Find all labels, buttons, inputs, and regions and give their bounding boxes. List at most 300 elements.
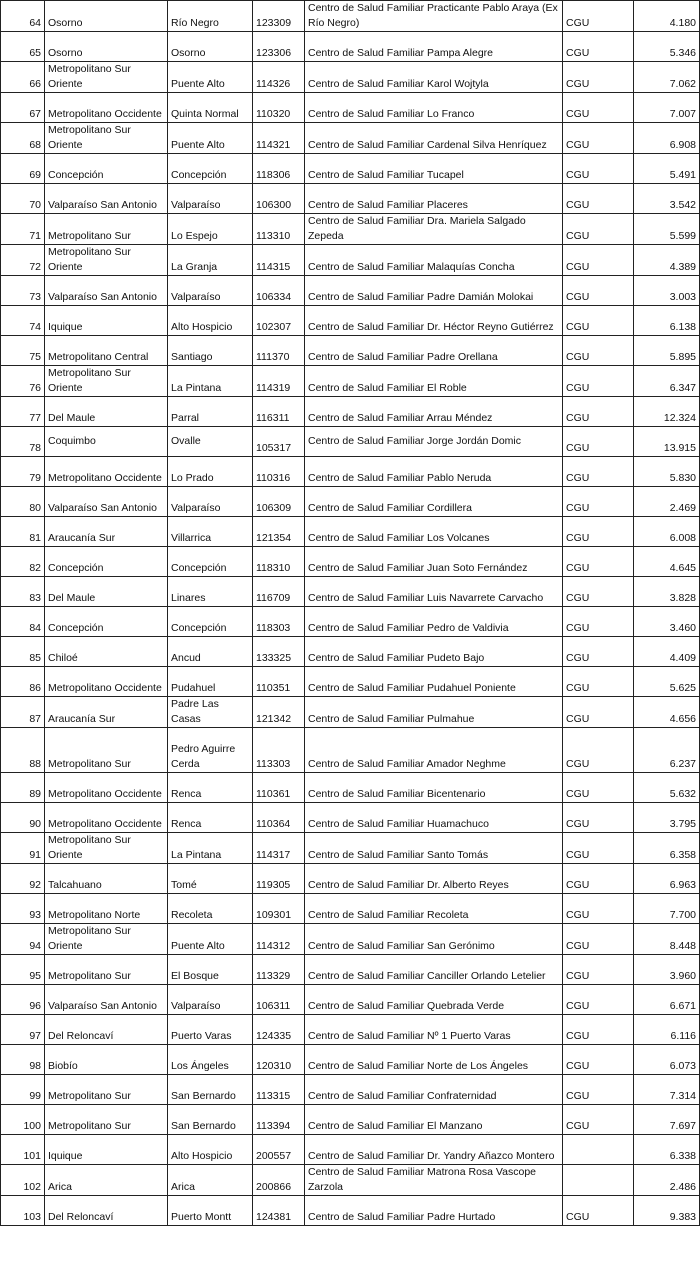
table-row xyxy=(1,1045,700,1075)
servicio-cell: Metropolitano Sur Oriente xyxy=(45,123,168,154)
servicio-cell: Valparaíso San Antonio xyxy=(45,276,168,306)
servicio-cell: Arica xyxy=(45,1165,168,1196)
comuna-cell: Quinta Normal xyxy=(168,93,253,123)
tipo-cell: CGU xyxy=(563,276,634,306)
codigo-cell: 110361 xyxy=(253,773,305,803)
table-row xyxy=(1,864,700,894)
comuna-cell: Pudahuel xyxy=(168,667,253,697)
establecimiento-cell: Centro de Salud Familiar Los Volcanes xyxy=(305,517,563,547)
row-number: 93 xyxy=(1,894,45,924)
codigo-cell: 118306 xyxy=(253,154,305,184)
tipo-cell: CGU xyxy=(563,93,634,123)
valor-cell: 7.697 xyxy=(634,1105,700,1135)
row-number: 82 xyxy=(1,547,45,577)
row-number: 99 xyxy=(1,1075,45,1105)
tipo-cell: CGU xyxy=(563,547,634,577)
comuna-cell: Concepción xyxy=(168,547,253,577)
tipo-cell: CGU xyxy=(563,427,634,457)
servicio-cell: Metropolitano Sur Oriente xyxy=(45,62,168,93)
tipo-cell: CGU xyxy=(563,154,634,184)
valor-cell: 4.389 xyxy=(634,245,700,276)
tipo-cell: CGU xyxy=(563,1105,634,1135)
valor-cell: 6.963 xyxy=(634,864,700,894)
row-number: 67 xyxy=(1,93,45,123)
servicio-cell: Concepción xyxy=(45,607,168,637)
servicio-cell: Talcahuano xyxy=(45,864,168,894)
table-row xyxy=(1,427,700,457)
establecimiento-cell: Centro de Salud Familiar Bicentenario xyxy=(305,773,563,803)
valor-cell: 3.003 xyxy=(634,276,700,306)
servicio-cell: Coquimbo xyxy=(45,427,168,457)
table-row xyxy=(1,728,700,773)
establecimiento-cell: Centro de Salud Familiar Pablo Neruda xyxy=(305,457,563,487)
table-row xyxy=(1,336,700,366)
comuna-cell: Ancud xyxy=(168,637,253,667)
row-number: 100 xyxy=(1,1105,45,1135)
servicio-cell: Del Reloncaví xyxy=(45,1015,168,1045)
codigo-cell: 110364 xyxy=(253,803,305,833)
comuna-cell: Linares xyxy=(168,577,253,607)
servicio-cell: Metropolitano Occidente xyxy=(45,93,168,123)
comuna-cell: La Pintana xyxy=(168,366,253,397)
valor-cell: 5.830 xyxy=(634,457,700,487)
table-row xyxy=(1,32,700,62)
tipo-cell: CGU xyxy=(563,1075,634,1105)
establecimiento-cell: Centro de Salud Familiar Canciller Orlando Letelier xyxy=(305,955,563,985)
codigo-cell: 121342 xyxy=(253,697,305,728)
establecimiento-cell: Centro de Salud Familiar Padre Orellana xyxy=(305,336,563,366)
comuna-cell: Padre Las Casas xyxy=(168,697,253,728)
comuna-cell: Puente Alto xyxy=(168,62,253,93)
table-row xyxy=(1,306,700,336)
servicio-cell: Metropolitano Sur Oriente xyxy=(45,245,168,276)
servicio-cell: Concepción xyxy=(45,547,168,577)
valor-cell: 6.008 xyxy=(634,517,700,547)
codigo-cell: 106300 xyxy=(253,184,305,214)
establecimiento-cell: Centro de Salud Familiar Practicante Pablo Araya (Ex Río Negro) xyxy=(305,1,563,32)
establecimiento-cell: Centro de Salud Familiar Karol Wojtyla xyxy=(305,62,563,93)
comuna-cell: Alto Hospicio xyxy=(168,1135,253,1165)
comuna-cell: Renca xyxy=(168,773,253,803)
valor-cell: 5.632 xyxy=(634,773,700,803)
row-number: 66 xyxy=(1,62,45,93)
tipo-cell: CGU xyxy=(563,457,634,487)
table-row xyxy=(1,637,700,667)
comuna-cell: Renca xyxy=(168,803,253,833)
establecimiento-cell: Centro de Salud Familiar Pedro de Valdivia xyxy=(305,607,563,637)
table-row xyxy=(1,93,700,123)
servicio-cell: Iquique xyxy=(45,306,168,336)
row-number: 83 xyxy=(1,577,45,607)
codigo-cell: 113303 xyxy=(253,728,305,773)
establecimiento-cell: Centro de Salud Familiar Placeres xyxy=(305,184,563,214)
establecimiento-cell: Centro de Salud Familiar El Roble xyxy=(305,366,563,397)
table-row xyxy=(1,517,700,547)
row-number: 65 xyxy=(1,32,45,62)
establecimiento-cell: Centro de Salud Familiar San Gerónimo xyxy=(305,924,563,955)
table-row xyxy=(1,667,700,697)
row-number: 80 xyxy=(1,487,45,517)
comuna-cell: Valparaíso xyxy=(168,184,253,214)
row-number: 72 xyxy=(1,245,45,276)
comuna-cell: Puerto Varas xyxy=(168,1015,253,1045)
row-number: 74 xyxy=(1,306,45,336)
servicio-cell: Metropolitano Sur xyxy=(45,728,168,773)
valor-cell: 5.625 xyxy=(634,667,700,697)
tipo-cell: CGU xyxy=(563,366,634,397)
valor-cell: 5.895 xyxy=(634,336,700,366)
table-row xyxy=(1,833,700,864)
row-number: 87 xyxy=(1,697,45,728)
establecimiento-cell: Centro de Salud Familiar Pulmahue xyxy=(305,697,563,728)
tipo-cell: CGU xyxy=(563,214,634,245)
row-number: 68 xyxy=(1,123,45,154)
table-row xyxy=(1,62,700,93)
servicio-cell: Metropolitano Sur Oriente xyxy=(45,924,168,955)
servicio-cell: Iquique xyxy=(45,1135,168,1165)
servicio-cell: Biobío xyxy=(45,1045,168,1075)
codigo-cell: 113310 xyxy=(253,214,305,245)
comuna-cell: Recoleta xyxy=(168,894,253,924)
table-row xyxy=(1,1135,700,1165)
codigo-cell: 114317 xyxy=(253,833,305,864)
establecimiento-cell: Centro de Salud Familiar Nº 1 Puerto Varas xyxy=(305,1015,563,1045)
establecimiento-cell: Centro de Salud Familiar Pampa Alegre xyxy=(305,32,563,62)
codigo-cell: 114321 xyxy=(253,123,305,154)
servicio-cell: Metropolitano Sur Oriente xyxy=(45,366,168,397)
table-row xyxy=(1,154,700,184)
valor-cell: 4.656 xyxy=(634,697,700,728)
valor-cell: 3.960 xyxy=(634,955,700,985)
codigo-cell: 120310 xyxy=(253,1045,305,1075)
table-row xyxy=(1,366,700,397)
tipo-cell: CGU xyxy=(563,62,634,93)
valor-cell: 7.314 xyxy=(634,1075,700,1105)
tipo-cell: CGU xyxy=(563,577,634,607)
tipo-cell: CGU xyxy=(563,667,634,697)
codigo-cell: 124381 xyxy=(253,1196,305,1226)
row-number: 79 xyxy=(1,457,45,487)
valor-cell: 6.073 xyxy=(634,1045,700,1075)
valor-cell: 2.469 xyxy=(634,487,700,517)
table-row xyxy=(1,697,700,728)
comuna-cell: San Bernardo xyxy=(168,1105,253,1135)
valor-cell: 6.358 xyxy=(634,833,700,864)
tipo-cell: CGU xyxy=(563,487,634,517)
tipo-cell: CGU xyxy=(563,773,634,803)
tipo-cell: CGU xyxy=(563,697,634,728)
valor-cell: 6.138 xyxy=(634,306,700,336)
table-row xyxy=(1,894,700,924)
valor-cell: 5.346 xyxy=(634,32,700,62)
valor-cell: 3.542 xyxy=(634,184,700,214)
comuna-cell: Concepción xyxy=(168,154,253,184)
servicio-cell: Metropolitano Occidente xyxy=(45,457,168,487)
table-row xyxy=(1,276,700,306)
codigo-cell: 118310 xyxy=(253,547,305,577)
row-number: 81 xyxy=(1,517,45,547)
valor-cell: 6.116 xyxy=(634,1015,700,1045)
table-row xyxy=(1,1165,700,1196)
row-number: 71 xyxy=(1,214,45,245)
row-number: 70 xyxy=(1,184,45,214)
comuna-cell: San Bernardo xyxy=(168,1075,253,1105)
servicio-cell: Metropolitano Occidente xyxy=(45,773,168,803)
row-number: 91 xyxy=(1,833,45,864)
tipo-cell: CGU xyxy=(563,924,634,955)
comuna-cell: Los Ángeles xyxy=(168,1045,253,1075)
establecimiento-cell: Centro de Salud Familiar Pudeto Bajo xyxy=(305,637,563,667)
establecimiento-cell: Centro de Salud Familiar Lo Franco xyxy=(305,93,563,123)
valor-cell: 7.062 xyxy=(634,62,700,93)
valor-cell: 3.795 xyxy=(634,803,700,833)
servicio-cell: Metropolitano Sur Oriente xyxy=(45,833,168,864)
establecimiento-cell: Centro de Salud Familiar El Manzano xyxy=(305,1105,563,1135)
valor-cell: 6.338 xyxy=(634,1135,700,1165)
tipo-cell: CGU xyxy=(563,864,634,894)
valor-cell: 6.347 xyxy=(634,366,700,397)
table-row xyxy=(1,245,700,276)
codigo-cell: 105317 xyxy=(253,427,305,457)
row-number: 84 xyxy=(1,607,45,637)
codigo-cell: 106309 xyxy=(253,487,305,517)
establecimiento-cell: Centro de Salud Familiar Dr. Héctor Reyno Gutiérrez xyxy=(305,306,563,336)
servicio-cell: Metropolitano Sur xyxy=(45,955,168,985)
tipo-cell: CGU xyxy=(563,123,634,154)
establecimiento-cell: Centro de Salud Familiar Padre Hurtado xyxy=(305,1196,563,1226)
row-number: 78 xyxy=(1,427,45,457)
comuna-cell: Ovalle xyxy=(168,427,253,457)
comuna-cell: Tomé xyxy=(168,864,253,894)
comuna-cell: La Pintana xyxy=(168,833,253,864)
comuna-cell: Santiago xyxy=(168,336,253,366)
codigo-cell: 118303 xyxy=(253,607,305,637)
row-number: 92 xyxy=(1,864,45,894)
tipo-cell: CGU xyxy=(563,607,634,637)
table-row xyxy=(1,1075,700,1105)
valor-cell: 2.486 xyxy=(634,1165,700,1196)
comuna-cell: Valparaíso xyxy=(168,985,253,1015)
row-number: 96 xyxy=(1,985,45,1015)
row-number: 89 xyxy=(1,773,45,803)
row-number: 85 xyxy=(1,637,45,667)
tipo-cell: CGU xyxy=(563,306,634,336)
row-number: 90 xyxy=(1,803,45,833)
establecimiento-cell: Centro de Salud Familiar Huamachuco xyxy=(305,803,563,833)
servicio-cell: Metropolitano Sur xyxy=(45,214,168,245)
codigo-cell: 124335 xyxy=(253,1015,305,1045)
codigo-cell: 133325 xyxy=(253,637,305,667)
codigo-cell: 111370 xyxy=(253,336,305,366)
table-row xyxy=(1,803,700,833)
tipo-cell: CGU xyxy=(563,32,634,62)
codigo-cell: 119305 xyxy=(253,864,305,894)
comuna-cell: Valparaíso xyxy=(168,487,253,517)
valor-cell: 7.007 xyxy=(634,93,700,123)
valor-cell: 6.908 xyxy=(634,123,700,154)
row-number: 97 xyxy=(1,1015,45,1045)
codigo-cell: 113329 xyxy=(253,955,305,985)
row-number: 101 xyxy=(1,1135,45,1165)
tipo-cell: CGU xyxy=(563,184,634,214)
servicio-cell: Del Maule xyxy=(45,397,168,427)
table-row xyxy=(1,184,700,214)
establecimiento-cell: Centro de Salud Familiar Malaquías Concha xyxy=(305,245,563,276)
valor-cell: 4.180 xyxy=(634,1,700,32)
valor-cell: 8.448 xyxy=(634,924,700,955)
table-row xyxy=(1,773,700,803)
tipo-cell: CGU xyxy=(563,728,634,773)
table-row xyxy=(1,1105,700,1135)
comuna-cell: Río Negro xyxy=(168,1,253,32)
table-body xyxy=(1,1,700,1226)
establecimiento-cell: Centro de Salud Familiar Cordillera xyxy=(305,487,563,517)
codigo-cell: 200866 xyxy=(253,1165,305,1196)
table-row xyxy=(1,924,700,955)
row-number: 94 xyxy=(1,924,45,955)
tipo-cell: CGU xyxy=(563,1196,634,1226)
servicio-cell: Metropolitano Norte xyxy=(45,894,168,924)
codigo-cell: 114312 xyxy=(253,924,305,955)
codigo-cell: 114315 xyxy=(253,245,305,276)
codigo-cell: 116311 xyxy=(253,397,305,427)
table-row xyxy=(1,547,700,577)
valor-cell: 4.409 xyxy=(634,637,700,667)
valor-cell: 6.671 xyxy=(634,985,700,1015)
tipo-cell: CGU xyxy=(563,985,634,1015)
codigo-cell: 113394 xyxy=(253,1105,305,1135)
codigo-cell: 200557 xyxy=(253,1135,305,1165)
tipo-cell: CGU xyxy=(563,1015,634,1045)
comuna-cell: Valparaíso xyxy=(168,276,253,306)
tipo-cell: CGU xyxy=(563,1045,634,1075)
servicio-cell: Chiloé xyxy=(45,637,168,667)
comuna-cell: Puente Alto xyxy=(168,123,253,154)
establecimiento-cell: Centro de Salud Familiar Recoleta xyxy=(305,894,563,924)
codigo-cell: 114319 xyxy=(253,366,305,397)
establecimiento-cell: Centro de Salud Familiar Juan Soto Fernández xyxy=(305,547,563,577)
establecimiento-cell: Centro de Salud Familiar Santo Tomás xyxy=(305,833,563,864)
comuna-cell: Lo Prado xyxy=(168,457,253,487)
establecimiento-cell: Centro de Salud Familiar Norte de Los Ángeles xyxy=(305,1045,563,1075)
servicio-cell: Osorno xyxy=(45,1,168,32)
table-row xyxy=(1,457,700,487)
codigo-cell: 114326 xyxy=(253,62,305,93)
servicio-cell: Valparaíso San Antonio xyxy=(45,184,168,214)
establecimiento-cell: Centro de Salud Familiar Matrona Rosa Vascope Zarzola xyxy=(305,1165,563,1196)
valor-cell: 3.828 xyxy=(634,577,700,607)
tipo-cell: CGU xyxy=(563,637,634,667)
establecimiento-cell: Centro de Salud Familiar Dr. Yandry Añazco Montero xyxy=(305,1135,563,1165)
servicio-cell: Metropolitano Occidente xyxy=(45,803,168,833)
row-number: 102 xyxy=(1,1165,45,1196)
codigo-cell: 123309 xyxy=(253,1,305,32)
row-number: 98 xyxy=(1,1045,45,1075)
table-row xyxy=(1,577,700,607)
tipo-cell xyxy=(563,1165,634,1196)
establecimiento-cell: Centro de Salud Familiar Luis Navarrete Carvacho xyxy=(305,577,563,607)
tipo-cell: CGU xyxy=(563,245,634,276)
row-number: 103 xyxy=(1,1196,45,1226)
tipo-cell: CGU xyxy=(563,1,634,32)
table-row xyxy=(1,607,700,637)
row-number: 86 xyxy=(1,667,45,697)
establecimiento-cell: Centro de Salud Familiar Confraternidad xyxy=(305,1075,563,1105)
codigo-cell: 110351 xyxy=(253,667,305,697)
servicio-cell: Araucanía Sur xyxy=(45,517,168,547)
codigo-cell: 110320 xyxy=(253,93,305,123)
tipo-cell: CGU xyxy=(563,803,634,833)
valor-cell: 12.324 xyxy=(634,397,700,427)
comuna-cell: Parral xyxy=(168,397,253,427)
comuna-cell: Osorno xyxy=(168,32,253,62)
codigo-cell: 123306 xyxy=(253,32,305,62)
valor-cell: 13.915 xyxy=(634,427,700,457)
comuna-cell: La Granja xyxy=(168,245,253,276)
servicio-cell: Araucanía Sur xyxy=(45,697,168,728)
valor-cell: 4.645 xyxy=(634,547,700,577)
table-row xyxy=(1,985,700,1015)
valor-cell: 7.700 xyxy=(634,894,700,924)
table-row xyxy=(1,1015,700,1045)
codigo-cell: 121354 xyxy=(253,517,305,547)
establecimiento-cell: Centro de Salud Familiar Dr. Alberto Reyes xyxy=(305,864,563,894)
establecimiento-cell: Centro de Salud Familiar Amador Neghme xyxy=(305,728,563,773)
valor-cell: 5.491 xyxy=(634,154,700,184)
valor-cell: 3.460 xyxy=(634,607,700,637)
table-row xyxy=(1,1196,700,1226)
comuna-cell: El Bosque xyxy=(168,955,253,985)
tipo-cell: CGU xyxy=(563,336,634,366)
establecimiento-cell: Centro de Salud Familiar Padre Damián Molokai xyxy=(305,276,563,306)
table-row xyxy=(1,955,700,985)
row-number: 95 xyxy=(1,955,45,985)
servicio-cell: Metropolitano Occidente xyxy=(45,667,168,697)
codigo-cell: 113315 xyxy=(253,1075,305,1105)
comuna-cell: Puente Alto xyxy=(168,924,253,955)
valor-cell: 9.383 xyxy=(634,1196,700,1226)
establecimiento-cell: Centro de Salud Familiar Quebrada Verde xyxy=(305,985,563,1015)
establecimiento-cell: Centro de Salud Familiar Jorge Jordán Domic xyxy=(305,427,563,457)
row-number: 76 xyxy=(1,366,45,397)
establecimiento-cell: Centro de Salud Familiar Tucapel xyxy=(305,154,563,184)
codigo-cell: 106334 xyxy=(253,276,305,306)
table-row xyxy=(1,397,700,427)
row-number: 64 xyxy=(1,1,45,32)
row-number: 88 xyxy=(1,728,45,773)
codigo-cell: 102307 xyxy=(253,306,305,336)
tipo-cell: CGU xyxy=(563,955,634,985)
comuna-cell: Lo Espejo xyxy=(168,214,253,245)
establecimiento-cell: Centro de Salud Familiar Cardenal Silva Henríquez xyxy=(305,123,563,154)
table-row xyxy=(1,1,700,32)
row-number: 69 xyxy=(1,154,45,184)
servicio-cell: Valparaíso San Antonio xyxy=(45,985,168,1015)
comuna-cell: Pedro Aguirre Cerda xyxy=(168,728,253,773)
table-row xyxy=(1,123,700,154)
table-row xyxy=(1,487,700,517)
servicio-cell: Concepción xyxy=(45,154,168,184)
tipo-cell: CGU xyxy=(563,397,634,427)
establecimiento-cell: Centro de Salud Familiar Pudahuel Poniente xyxy=(305,667,563,697)
tipo-cell: CGU xyxy=(563,517,634,547)
row-number: 73 xyxy=(1,276,45,306)
servicio-cell: Metropolitano Sur xyxy=(45,1075,168,1105)
row-number: 75 xyxy=(1,336,45,366)
servicio-cell: Del Reloncaví xyxy=(45,1196,168,1226)
valor-cell: 5.599 xyxy=(634,214,700,245)
codigo-cell: 110316 xyxy=(253,457,305,487)
